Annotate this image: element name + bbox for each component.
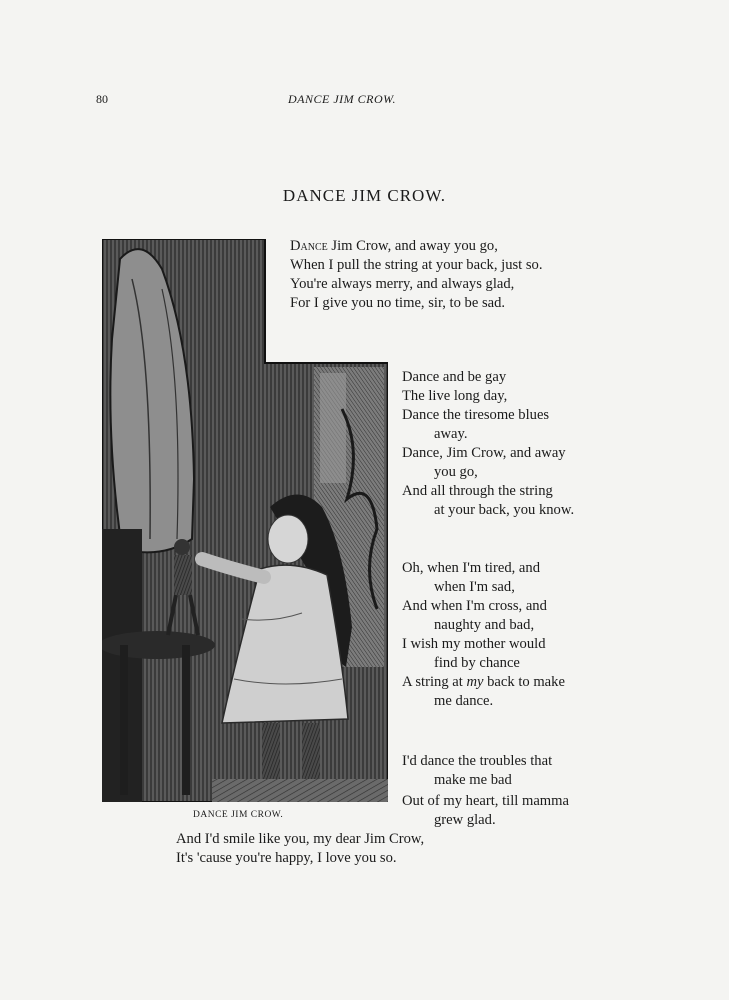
- stanza3-line5: I wish my mother would: [402, 636, 546, 652]
- stanza3-line1: Oh, when I'm tired, and: [402, 560, 540, 576]
- stanza3-line8: me dance.: [434, 693, 494, 709]
- stanza1-line2: When I pull the string at your back, just so.: [290, 257, 543, 273]
- stanza3-line3: And when I'm cross, and: [402, 598, 547, 614]
- stanza2-line8: at your back, you know.: [434, 502, 575, 518]
- stanza4-line6: It's 'cause you're happy, I love you so.: [176, 850, 397, 866]
- stanza2-line6: you go,: [434, 464, 478, 480]
- stanza2-line3: Dance the tiresome blues: [402, 407, 550, 423]
- stanza3-line6: find by chance: [434, 655, 520, 671]
- stanza3-line7-start: A string at: [402, 674, 467, 690]
- stanza3-line4: naughty and bad,: [434, 617, 535, 633]
- stanza4-line1: I'd dance the troubles that: [402, 753, 553, 769]
- stanza1-line4: For I give you no time, sir, to be sad.: [290, 295, 506, 311]
- stanza3-line7: [402, 673, 565, 692]
- stanza1-line1: [290, 237, 498, 256]
- running-title: DANCE JIM CROW.: [288, 92, 397, 106]
- stanza3-line2: when I'm sad,: [434, 579, 515, 595]
- stanza4-line5: And I'd smile like you, my dear Jim Crow,: [176, 831, 425, 847]
- poem-title: DANCE JIM CROW.: [282, 186, 447, 205]
- stanza2-line4: away.: [434, 426, 468, 442]
- engraving-illustration: [102, 239, 388, 802]
- stanza3-line7-italic: my: [466, 674, 484, 690]
- page-number: 80: [96, 92, 108, 106]
- drop-word: Dance: [290, 238, 328, 254]
- stanza4-line4: grew glad.: [434, 812, 496, 828]
- stanza1-line3: You're always merry, and always glad,: [290, 276, 515, 292]
- stanza4-line3: Out of my heart, till mamma: [402, 793, 569, 809]
- stanza2-line5: Dance, Jim Crow, and away: [402, 445, 566, 461]
- stanza2-line1: Dance and be gay: [402, 369, 507, 385]
- illustration-caption: DANCE JIM CROW.: [193, 810, 284, 820]
- stanza2-line7: And all through the string: [402, 483, 553, 499]
- stanza3-line7-end: back to make: [483, 674, 565, 690]
- stanza1-line1-rest: Jim Crow, and away you go,: [327, 238, 498, 254]
- stanza4-line2: make me bad: [434, 772, 512, 788]
- stanza2-line2: The live long day,: [402, 388, 508, 404]
